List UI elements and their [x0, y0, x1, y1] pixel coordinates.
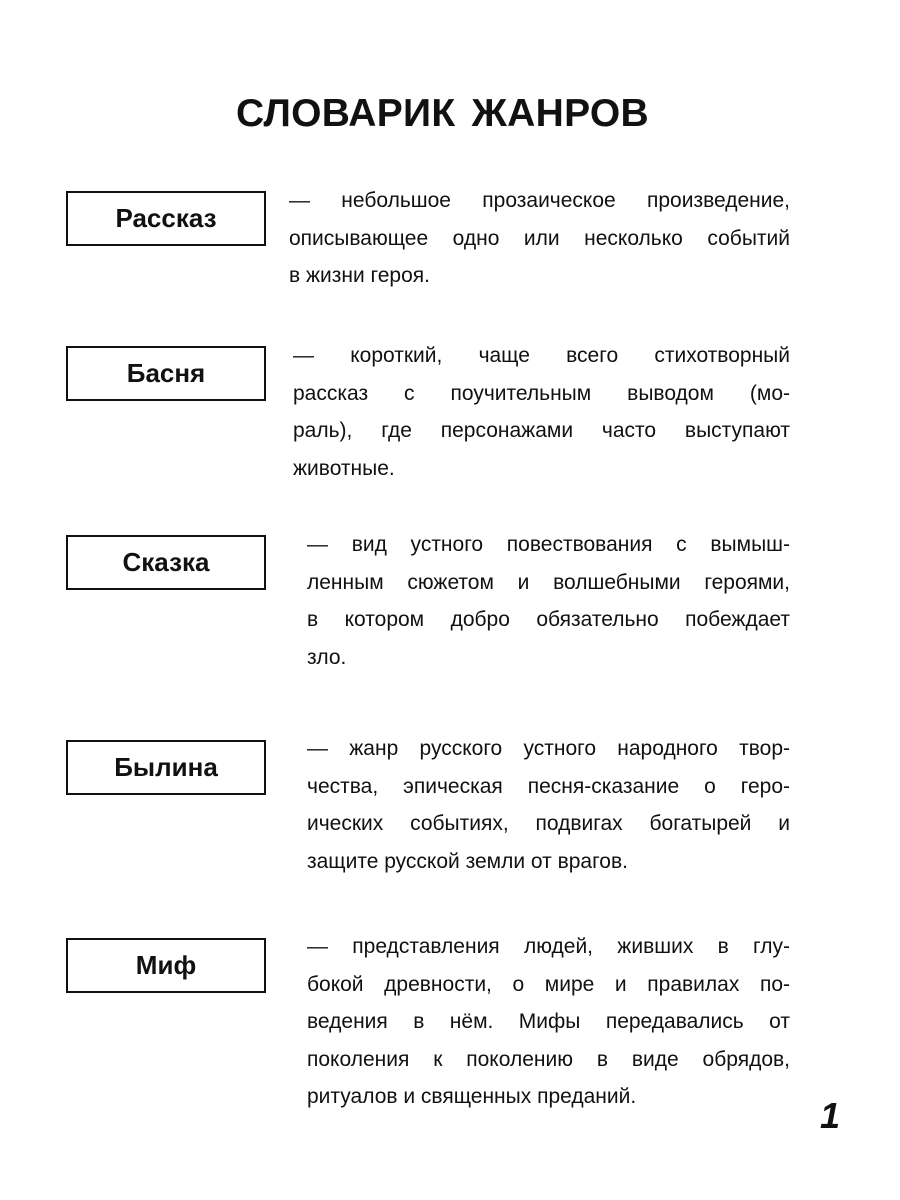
definition-line: описывающее одно или несколько событий — [289, 226, 790, 250]
term-label: Басня — [126, 358, 206, 388]
definition-line: защите русской земли от врагов. — [307, 849, 628, 873]
definition-line: — вид устного повествования с вымыш- — [307, 533, 790, 556]
page-number: 1 — [820, 1095, 841, 1136]
definition-bylina — [307, 730, 790, 880]
definition-line: рассказ с поучительным выводом (мо- — [293, 381, 790, 405]
term-box-skazka — [66, 535, 266, 590]
definition-line: бокой древности, о мире и правилах по- — [307, 972, 790, 996]
definition-line: ленным сюжетом и волшебными героями, — [307, 570, 790, 594]
term-label: Былина — [114, 752, 218, 782]
definition-line: — представления людей, живших в глу- — [307, 935, 790, 958]
definition-line: ведения в нём. Мифы передавались от — [307, 1010, 790, 1033]
definition-line: в котором добро обязательно побеждает — [307, 608, 790, 631]
definition-line: чества, эпическая песня-сказание о геро- — [307, 774, 790, 798]
definition-line: — короткий, чаще всего стихотворный — [293, 344, 790, 367]
term-box-basnya — [66, 346, 266, 401]
definition-line: зло. — [307, 645, 347, 669]
definition-basnya — [293, 337, 790, 487]
definition-line: животные. — [293, 456, 395, 480]
definition-line: в жизни героя. — [289, 264, 431, 287]
term-label: Рассказ — [115, 203, 217, 233]
definition-line: ических событиях, подвигах богатырей и — [307, 812, 790, 835]
definition-rasskaz — [289, 182, 790, 295]
definition-line: ритуалов и священных преданий. — [307, 1085, 637, 1108]
definition-line: поколения к поколению в виде обрядов, — [307, 1047, 790, 1071]
term-label: Сказка — [122, 547, 210, 577]
definition-line: — небольшое прозаическое произведение, — [289, 189, 790, 212]
page-title: СЛОВАРИК ЖАНРОВ — [235, 92, 650, 135]
term-label: Миф — [135, 950, 197, 980]
definition-line: — жанр русского устного народного твор- — [307, 737, 790, 760]
term-box-bylina — [66, 740, 266, 795]
term-box-mif — [66, 938, 266, 993]
definition-mif — [307, 928, 790, 1116]
definition-skazka — [307, 526, 790, 676]
definition-line: раль), где персонажами часто выступают — [293, 419, 790, 442]
term-box-rasskaz — [66, 191, 266, 246]
